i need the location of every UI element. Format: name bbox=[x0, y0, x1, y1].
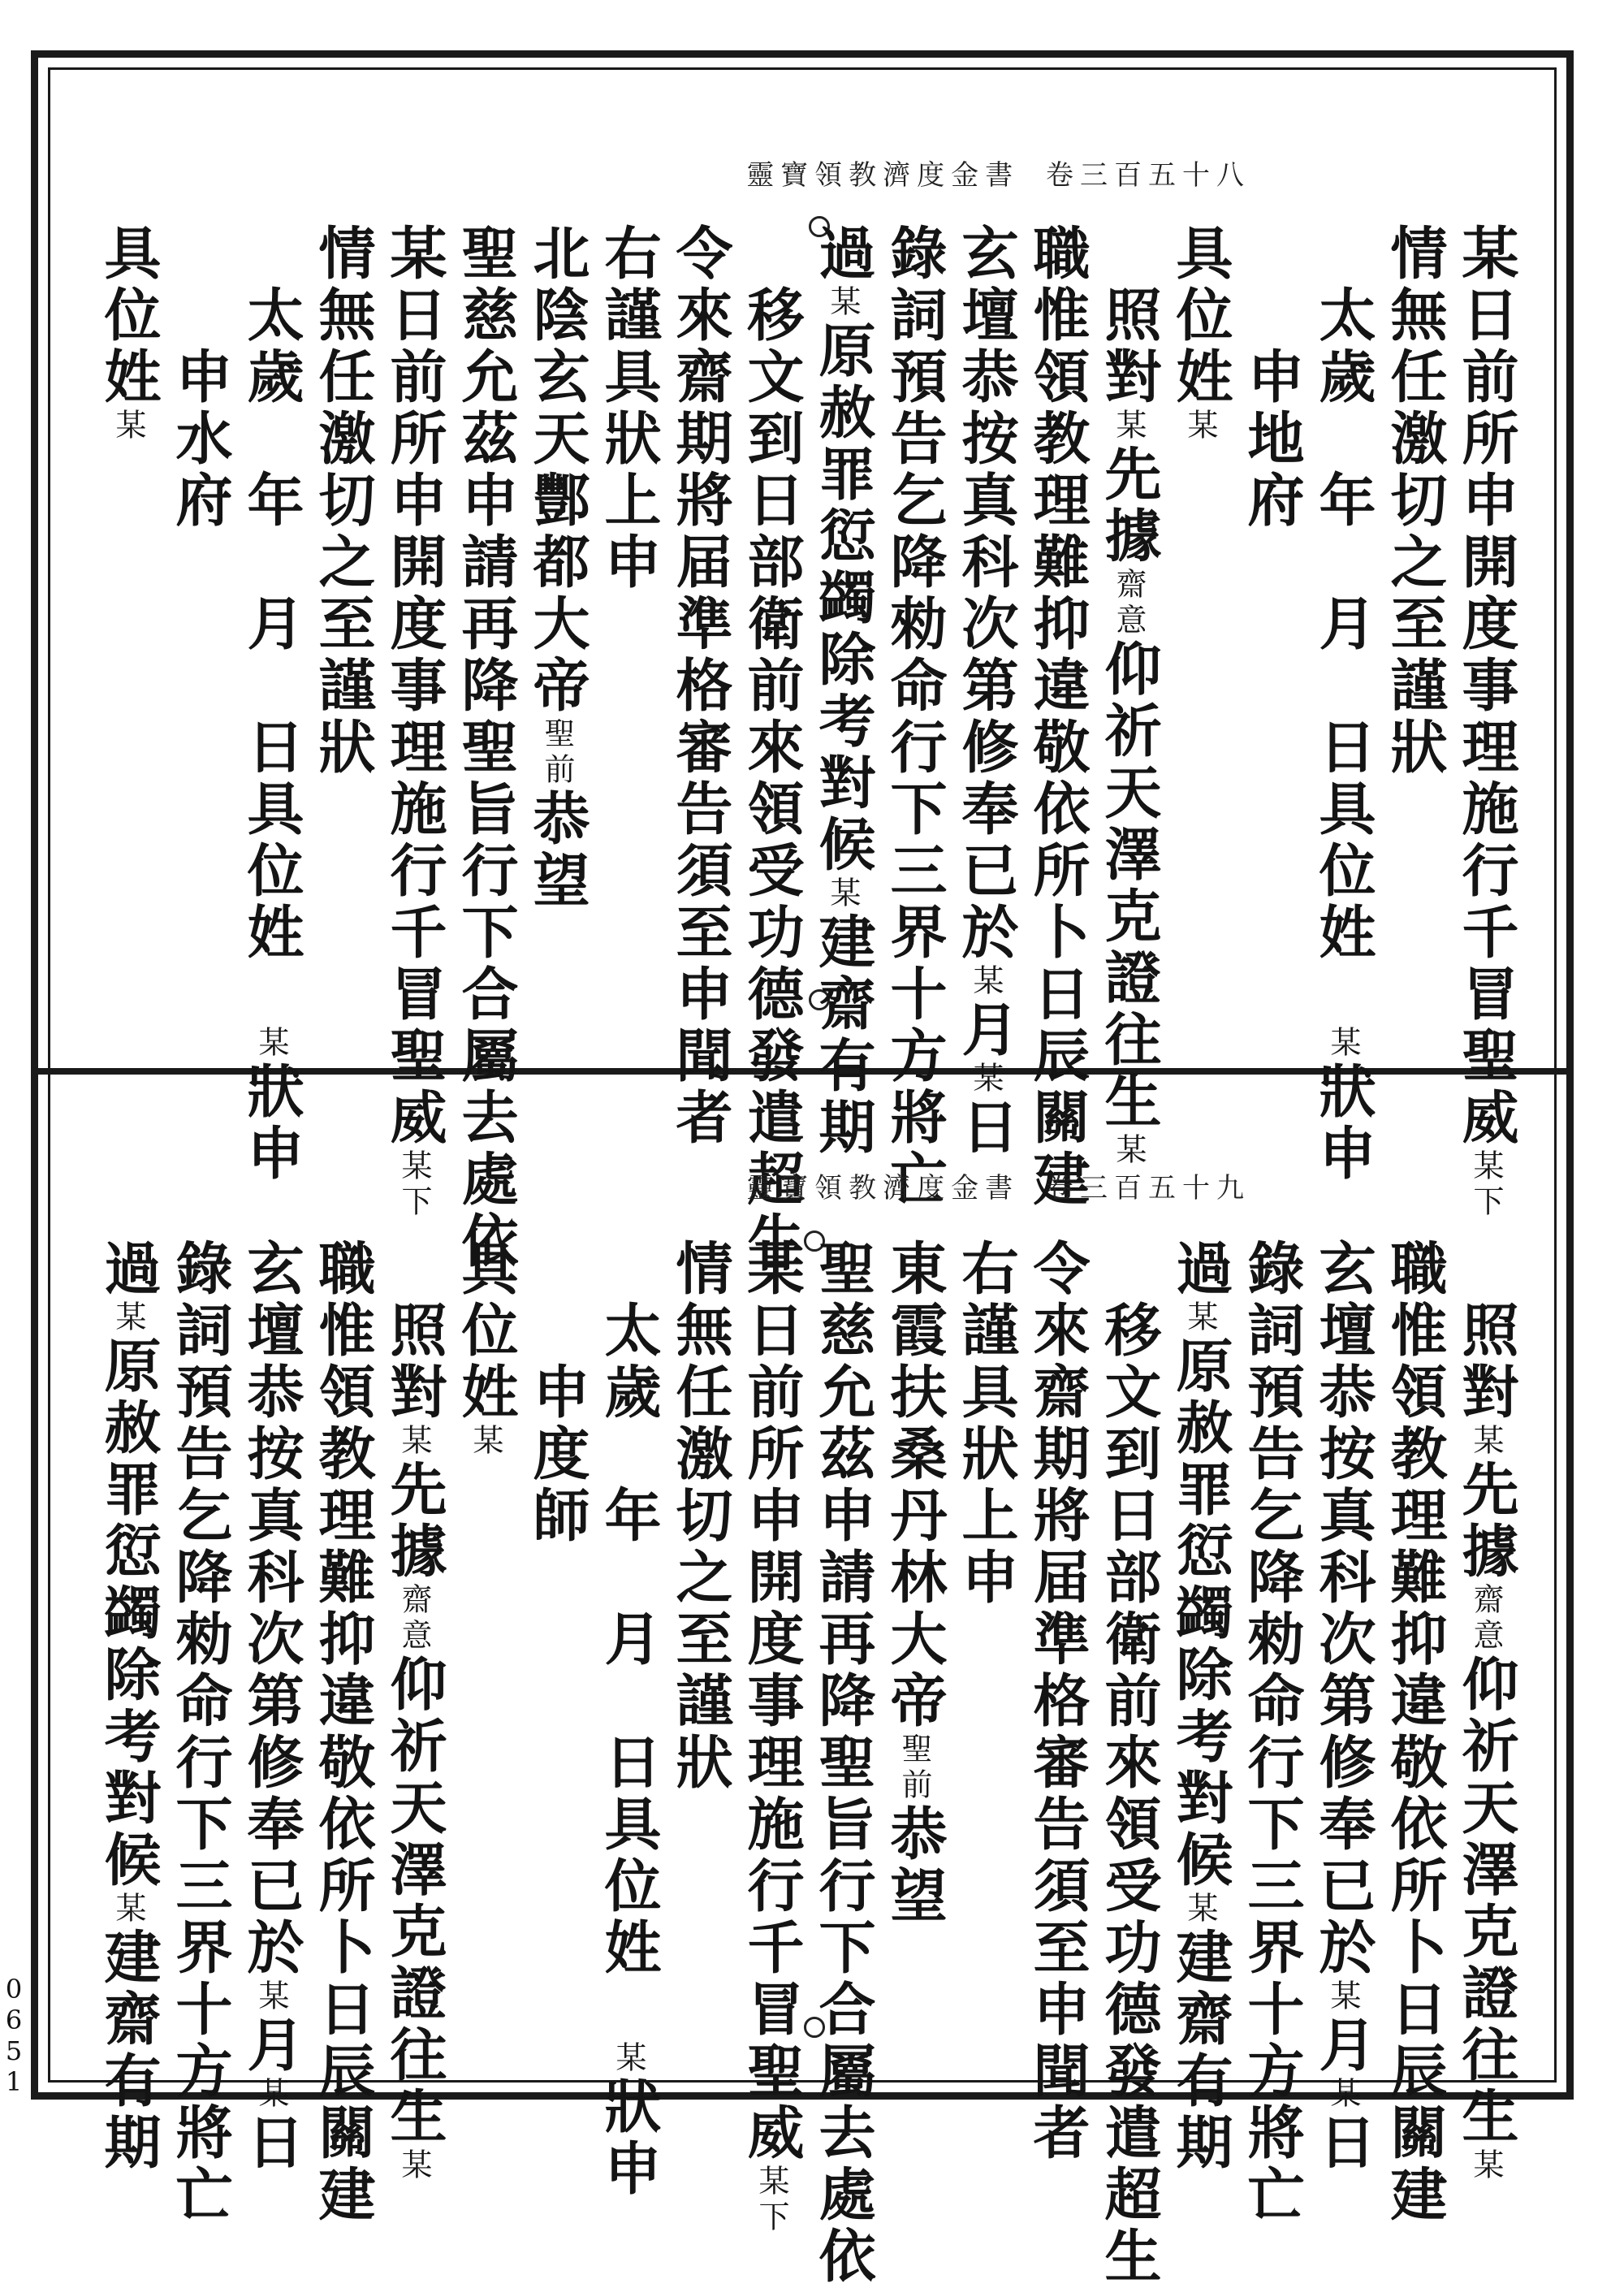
column-text: 過 bbox=[810, 223, 877, 285]
column-text: 建齋有期 bbox=[1167, 1927, 1234, 2174]
column-text: 照對 bbox=[1453, 1239, 1520, 1424]
small-annotation: 某 bbox=[1111, 409, 1147, 444]
column-text: 過 bbox=[1167, 1239, 1234, 1300]
column-text: 某日前所申開度事理施行千冒聖威 bbox=[1453, 223, 1520, 1149]
column-text: 聖慈允茲申請再降聖旨行下合屬去處依 bbox=[810, 1239, 877, 2288]
text-column bbox=[738, 1239, 806, 2236]
column-text: 右謹具狀上申 bbox=[595, 223, 663, 594]
column-text: 月 bbox=[1310, 2015, 1377, 2077]
column-text: 日 bbox=[952, 1097, 1020, 1159]
text-column bbox=[1024, 1239, 1091, 2165]
text-column bbox=[881, 1239, 948, 1927]
volume-label: 卷三百五十八 bbox=[1046, 159, 1250, 192]
column-text: 原赦罪愆蠲除考對候 bbox=[95, 1336, 162, 1892]
column-text: 玄壇恭按真科次第修奉已於 bbox=[1310, 1239, 1377, 1979]
text-column bbox=[1453, 1239, 1520, 2184]
text-column bbox=[1095, 1239, 1163, 2288]
small-annotation: 某 bbox=[1468, 2148, 1504, 2184]
column-text: 具位姓 bbox=[452, 1239, 520, 1424]
small-annotation: 某 bbox=[1182, 1300, 1218, 1336]
column-text: 情無任激切之至謹狀 bbox=[309, 223, 377, 779]
column-text: 恭望 bbox=[881, 1804, 948, 1927]
text-column bbox=[1095, 223, 1163, 1169]
text-column bbox=[667, 1239, 734, 1794]
column-text: 日 bbox=[238, 2113, 305, 2174]
column-text: 先據 bbox=[381, 1460, 448, 1583]
text-column bbox=[238, 223, 305, 1185]
bottom-page bbox=[49, 1084, 1559, 2288]
text-column bbox=[238, 1239, 305, 2174]
small-annotation: 某 bbox=[1325, 1026, 1361, 1062]
column-text: 錄詞預告乞降勑命行下三界十方將亡 bbox=[881, 223, 948, 1211]
column-text: 照對 bbox=[1095, 223, 1163, 409]
bottom-page-header bbox=[585, 1166, 1250, 1205]
text-column bbox=[1238, 223, 1306, 532]
small-annotation: 聖前 bbox=[539, 717, 575, 789]
small-annotation: 某 bbox=[110, 1300, 146, 1336]
column-text: 申水府 bbox=[166, 223, 234, 532]
small-annotation: 某 bbox=[1468, 1424, 1504, 1460]
small-annotation: 齋意 bbox=[1468, 1583, 1504, 1654]
small-annotation: 聖前 bbox=[896, 1732, 932, 1804]
text-column bbox=[309, 223, 377, 779]
small-annotation: 某 bbox=[253, 1979, 289, 2015]
small-annotation: 某 bbox=[968, 1062, 1004, 1097]
small-annotation: 某 bbox=[1325, 2077, 1361, 2113]
column-text: 申地府 bbox=[1238, 223, 1306, 532]
column-text: 情無任激切之至謹狀 bbox=[1381, 223, 1449, 779]
small-annotation: 某 bbox=[968, 964, 1004, 1000]
small-annotation: 某下 bbox=[1468, 1149, 1504, 1221]
text-column bbox=[810, 223, 877, 1159]
column-text: 太歲 年 月 日具位姓 bbox=[595, 1239, 663, 2041]
text-column bbox=[166, 1239, 234, 2226]
column-text: 過 bbox=[95, 1239, 162, 1300]
column-text: 原赦罪愆蠲除考對候 bbox=[1167, 1336, 1234, 1892]
text-column bbox=[524, 223, 591, 912]
small-annotation: 某 bbox=[1111, 1133, 1147, 1169]
column-text: 狀申 bbox=[595, 2077, 663, 2200]
page-number: 0651 bbox=[5, 1974, 23, 2097]
small-annotation: 某 bbox=[253, 2077, 289, 2113]
column-text: 仰祈天澤克證往生 bbox=[1095, 639, 1163, 1133]
small-annotation: 某 bbox=[110, 409, 146, 444]
column-text: 太歲 年 月 日具位姓 bbox=[238, 223, 305, 1026]
column-text: 移文到日部衛前來領受功德發遣超生 bbox=[738, 223, 806, 1273]
text-column bbox=[1310, 223, 1377, 1185]
column-text: 先據 bbox=[1095, 444, 1163, 568]
small-annotation: 某 bbox=[1182, 1892, 1218, 1927]
column-text: 建齋有期 bbox=[810, 912, 877, 1159]
text-column bbox=[166, 223, 234, 532]
text-column bbox=[595, 1239, 663, 2200]
column-text: 職惟領教理難抑違敬依所卜日辰關建 bbox=[309, 1239, 377, 2226]
column-text: 具位姓 bbox=[95, 223, 162, 409]
small-annotation: 某 bbox=[1325, 1979, 1361, 2015]
column-text: 建齋有期 bbox=[95, 1927, 162, 2174]
column-text: 狀申 bbox=[1310, 1062, 1377, 1185]
column-text: 具位姓 bbox=[1167, 223, 1234, 409]
small-annotation: 某 bbox=[1182, 409, 1218, 444]
small-annotation: 某下 bbox=[396, 1149, 432, 1221]
text-column bbox=[952, 1239, 1020, 1609]
text-column bbox=[1167, 223, 1234, 444]
top-page-header bbox=[585, 153, 1250, 192]
text-column bbox=[452, 1239, 520, 1460]
column-text: 太歲 年 月 日具位姓 bbox=[1310, 223, 1377, 1026]
small-annotation: 某 bbox=[611, 2041, 646, 2077]
column-text: 玄壇恭按真科次第修奉已於 bbox=[238, 1239, 305, 1979]
small-annotation: 某下 bbox=[754, 2165, 789, 2236]
text-column bbox=[95, 1239, 162, 2174]
column-text: 情無任激切之至謹狀 bbox=[667, 1239, 734, 1794]
text-column bbox=[810, 1239, 877, 2288]
column-text: 右謹具狀上申 bbox=[952, 1239, 1020, 1609]
column-text: 職惟領教理難抑違敬依所卜日辰關建 bbox=[1024, 223, 1091, 1211]
column-text: 申度師 bbox=[524, 1239, 591, 1547]
book-title: 靈寶領教濟度金書 bbox=[746, 159, 1020, 192]
column-text: 原赦罪愆蠲除考對候 bbox=[810, 321, 877, 876]
small-annotation: 某 bbox=[396, 1424, 432, 1460]
text-column bbox=[309, 1239, 377, 2226]
volume-label: 卷三百五十九 bbox=[1046, 1172, 1250, 1205]
column-text: 某日前所申開度事理施行千冒聖威 bbox=[738, 1239, 806, 2165]
column-text: 東霞扶桑丹林大帝 bbox=[881, 1239, 948, 1732]
column-text: 日 bbox=[1310, 2113, 1377, 2174]
small-annotation: 某 bbox=[825, 876, 861, 912]
column-text: 月 bbox=[952, 1000, 1020, 1062]
column-text: 先據 bbox=[1453, 1460, 1520, 1583]
text-column bbox=[381, 1239, 448, 2184]
column-text: 仰祈天澤克證往生 bbox=[381, 1654, 448, 2148]
text-column bbox=[1238, 1239, 1306, 2226]
text-column bbox=[381, 223, 448, 1221]
column-text: 月 bbox=[238, 2015, 305, 2077]
text-column bbox=[667, 223, 734, 1149]
small-annotation: 某 bbox=[110, 1892, 146, 1927]
text-column bbox=[881, 223, 948, 1211]
text-column bbox=[952, 223, 1020, 1159]
column-text: 職惟領教理難抑違敬依所卜日辰關建 bbox=[1381, 1239, 1449, 2226]
text-column bbox=[1167, 1239, 1234, 2174]
text-column bbox=[1381, 223, 1449, 779]
small-annotation: 某 bbox=[825, 285, 861, 321]
text-column bbox=[524, 1239, 591, 1547]
column-text: 某日前所申開度事理施行千冒聖威 bbox=[381, 223, 448, 1149]
small-annotation: 某 bbox=[253, 1026, 289, 1062]
column-text: 狀申 bbox=[238, 1062, 305, 1185]
column-text: 仰祈天澤克證往生 bbox=[1453, 1654, 1520, 2148]
small-annotation: 某 bbox=[468, 1424, 503, 1460]
book-title: 靈寶領教濟度金書 bbox=[746, 1172, 1020, 1205]
column-text: 玄壇恭按真科次第修奉已於 bbox=[952, 223, 1020, 964]
text-column bbox=[1310, 1239, 1377, 2174]
column-text: 聖慈允茲申請再降聖旨行下合屬去處依 bbox=[452, 223, 520, 1273]
column-text: 令來齋期將届準格審告須至申聞者 bbox=[1024, 1239, 1091, 2165]
column-text: 照對 bbox=[381, 1239, 448, 1424]
column-text: 恭望 bbox=[524, 789, 591, 912]
column-text: 北陰玄天酆都大帝 bbox=[524, 223, 591, 717]
column-text: 移文到日部衛前來領受功德發遣超生 bbox=[1095, 1239, 1163, 2288]
column-text: 錄詞預告乞降勑命行下三界十方將亡 bbox=[166, 1239, 234, 2226]
small-annotation: 齋意 bbox=[1111, 568, 1147, 639]
text-column bbox=[1381, 1239, 1449, 2226]
column-text: 錄詞預告乞降勑命行下三界十方將亡 bbox=[1238, 1239, 1306, 2226]
column-text: 令來齋期將届準格審告須至申聞者 bbox=[667, 223, 734, 1149]
text-column bbox=[95, 223, 162, 444]
text-column bbox=[1024, 223, 1091, 1211]
small-annotation: 某 bbox=[396, 2148, 432, 2184]
text-column bbox=[1453, 223, 1520, 1221]
small-annotation: 齋意 bbox=[396, 1583, 432, 1654]
text-column bbox=[595, 223, 663, 594]
